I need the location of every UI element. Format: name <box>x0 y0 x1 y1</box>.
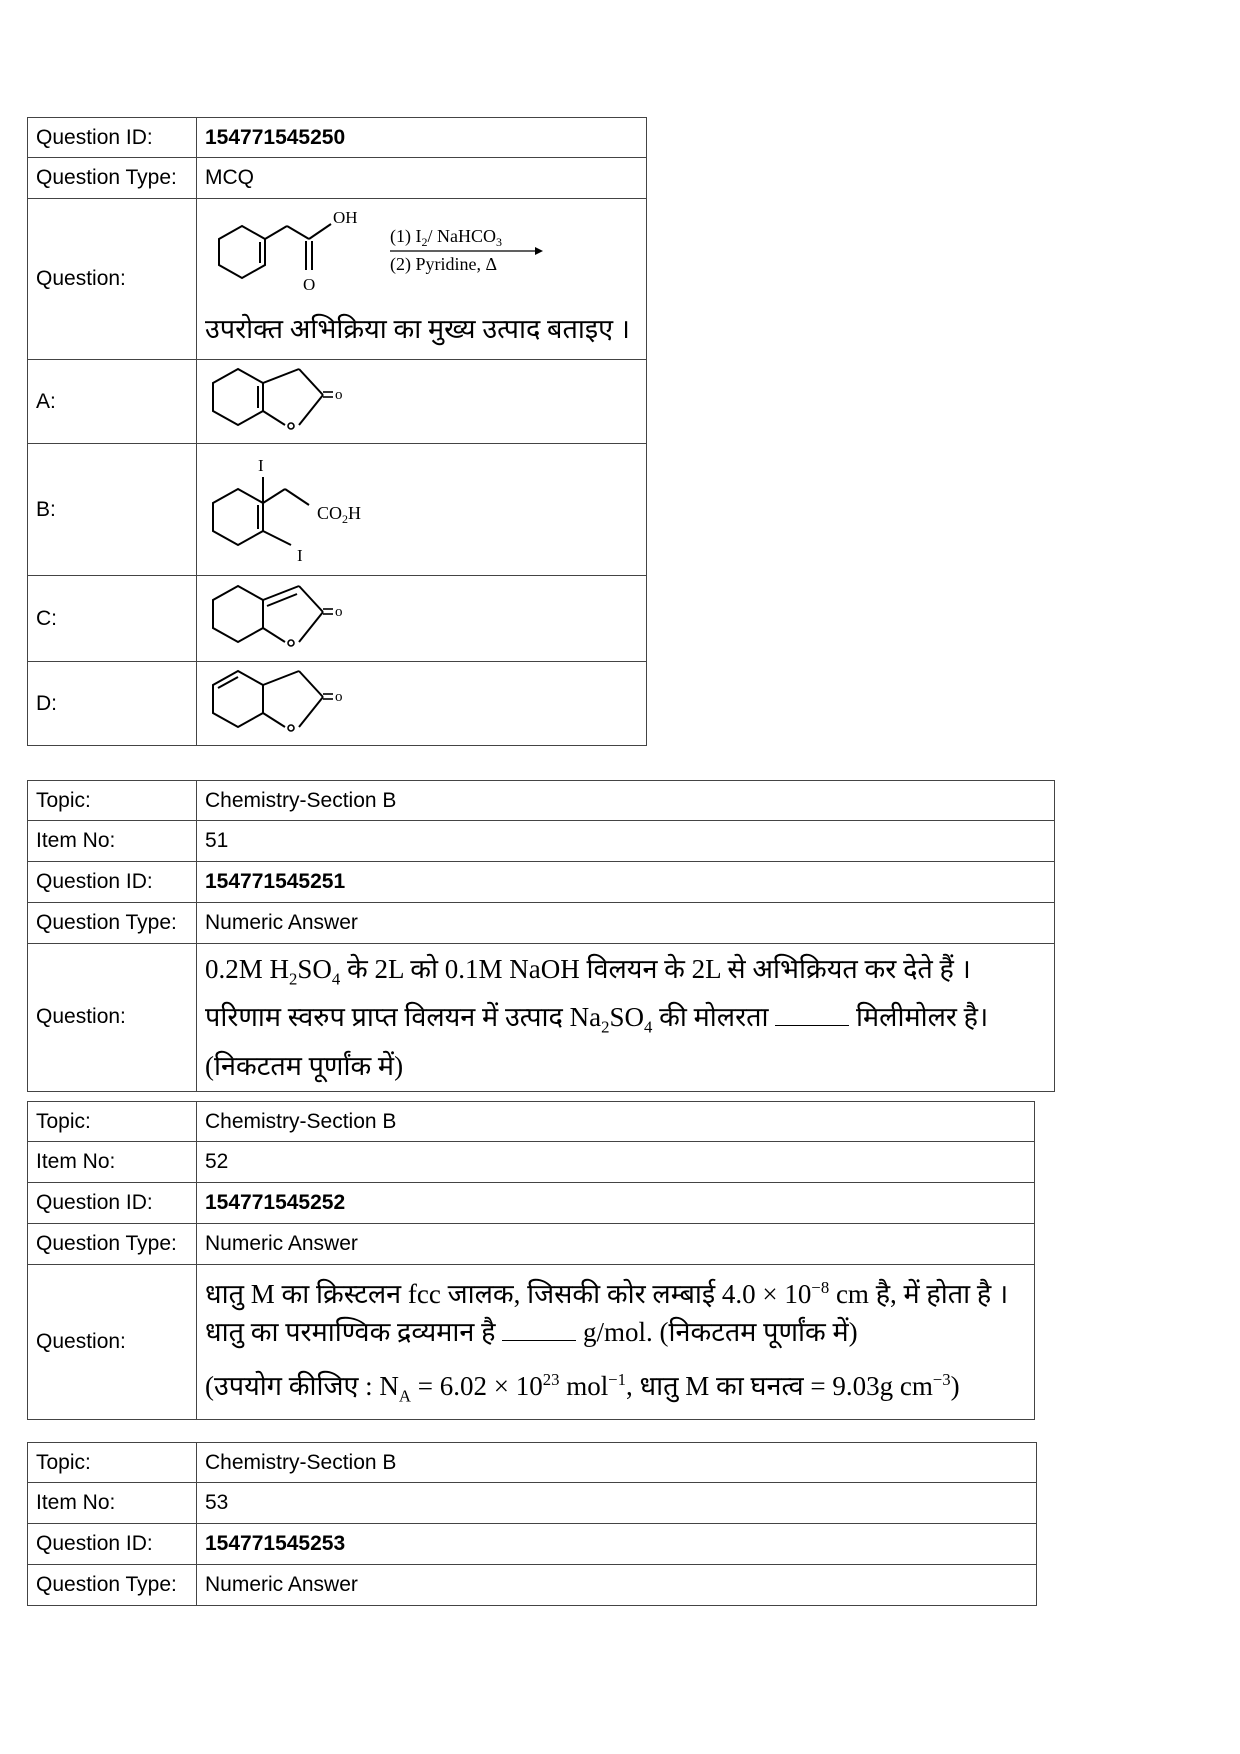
option-a-structure <box>197 360 647 444</box>
topic-value: Chemistry-Section B <box>197 1443 1037 1483</box>
option-d-carbonyl-o: o <box>335 688 343 705</box>
item-no-value: 51 <box>197 821 1055 862</box>
given-data: (उपयोग कीजिए : $N_A = 6.02 \times 10^{23}$ mol$^{-1}$, धातु M का घनत्व = 9.03g $cm^{-3}$) <box>205 1370 960 1406</box>
question-type-label: Question Type: <box>28 158 197 199</box>
topic-label: Topic: <box>28 1102 197 1142</box>
question-id-label: Question ID: <box>28 862 197 903</box>
item-no-label: Item No: <box>28 1142 197 1183</box>
option-d-structure <box>197 662 647 746</box>
oh-label: OH <box>333 208 358 227</box>
topic-value: Chemistry-Section B <box>197 781 1055 821</box>
bicyclic-lactone-d-diagram <box>205 663 365 739</box>
question-table-251 <box>27 780 1055 1092</box>
item-no-value: 53 <box>197 1483 1037 1524</box>
question-type-value: Numeric Answer <box>197 903 1055 944</box>
question-id-label: Question ID: <box>28 1524 197 1565</box>
diiodo-acid-b-diagram <box>205 447 405 567</box>
option-a-carbonyl-o: o <box>335 386 343 403</box>
question-label: Question: <box>28 944 197 1092</box>
o-label: O <box>303 275 316 294</box>
question-type-label: Question Type: <box>28 903 197 944</box>
step-1-reagent: (1) $I_2/$ NaHCO$_3$ <box>390 226 502 249</box>
option-c-carbonyl-o: o <box>335 603 343 620</box>
question-table-252 <box>27 1101 1035 1420</box>
question-table-250 <box>27 117 647 746</box>
option-d-label: D: <box>28 662 197 746</box>
answer-blank <box>775 1024 849 1026</box>
question-type-label: Question Type: <box>28 1565 197 1606</box>
question-id-value: 154771545253 <box>197 1524 1037 1565</box>
question-text: 0.2M $H_2SO_4$ के 2L को 0.1M NaOH विलयन के 2L से अभिक्रियत कर देते हैं । परिणाम स्वरुप प्राप्त विलयन में उत्पाद $Na_2SO_4$ की मोलरता मिलीमोलर है। (निकटतम पूर्णांक में) <box>197 944 1055 1092</box>
question-id-value: 154771545251 <box>197 862 1055 903</box>
bicyclic-lactone-a-diagram <box>205 361 365 437</box>
question-label: Question: <box>28 199 197 360</box>
question-id-label: Question ID: <box>28 118 197 158</box>
question-id-label: Question ID: <box>28 1183 197 1224</box>
option-a-label: A: <box>28 360 197 444</box>
question-statement: धातु M का क्रिस्टलन fcc जालक, जिसकी कोर लम्बाई $4.0 \times 10^{-8}$ cm है, में होता है । धातु का परमाण्विक द्रव्यमान है g/mol. (निकटतम पूर्णांक में) <box>205 1278 1009 1347</box>
option-b-structure <box>197 444 647 576</box>
question-type-label: Question Type: <box>28 1224 197 1265</box>
option-b-iodo-bottom: I <box>297 545 303 565</box>
option-c-structure <box>197 576 647 662</box>
question-type-value: Numeric Answer <box>197 1565 1037 1606</box>
question-table-253 <box>27 1442 1037 1606</box>
step-2-reagent: (2) Pyridine, Δ <box>390 254 498 274</box>
item-no-value: 52 <box>197 1142 1035 1183</box>
option-b-carboxyl: $CO_2H$ <box>317 502 362 526</box>
topic-value: Chemistry-Section B <box>197 1102 1035 1142</box>
question-text: उपरोक्त अभिक्रिया का मुख्य उत्पाद बताइए । <box>205 314 631 344</box>
option-b-label: B: <box>28 444 197 576</box>
item-no-label: Item No: <box>28 1483 197 1524</box>
question-type-value: MCQ <box>197 158 647 199</box>
topic-label: Topic: <box>28 1443 197 1483</box>
answer-blank <box>502 1339 576 1341</box>
question-type-value: Numeric Answer <box>197 1224 1035 1265</box>
question-body <box>197 199 647 360</box>
bicyclic-lactone-c-diagram <box>205 578 365 654</box>
reaction-scheme-diagram <box>205 208 565 300</box>
option-c-label: C: <box>28 576 197 662</box>
question-id-value: 154771545252 <box>197 1183 1035 1224</box>
question-label: Question: <box>28 1265 197 1420</box>
option-b-iodo-top: I <box>258 455 264 475</box>
question-text <box>197 1265 1035 1420</box>
topic-label: Topic: <box>28 781 197 821</box>
item-no-label: Item No: <box>28 821 197 862</box>
question-id-value: 154771545250 <box>197 118 647 158</box>
